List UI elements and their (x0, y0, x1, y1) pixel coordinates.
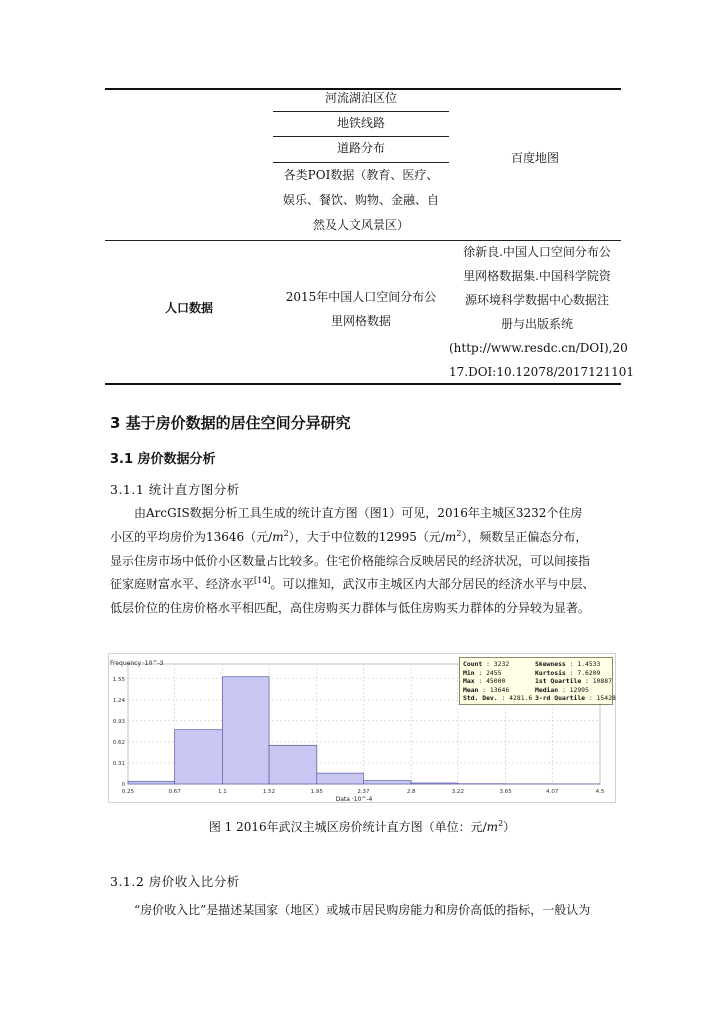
text-line: 由ArcGIS数据分析工具生成的统计直方图（图1）可见，2016年主城区3232个住房 (134, 506, 583, 520)
subsubsection-heading: 3.1.2 房价收入比分析 (110, 874, 240, 889)
x-tick-label: 0.67 (168, 789, 181, 795)
table-cell: 17.DOI:10.12078/2017121101 (449, 365, 634, 379)
histogram-bar (317, 773, 364, 784)
caption-text: ） (503, 820, 516, 834)
y-tick-label: 0.93 (112, 718, 125, 725)
stat-value: : 10887 (581, 677, 612, 686)
x-tick-label: 0.25 (121, 789, 135, 795)
stat-value: : 45000 (474, 677, 506, 686)
table-cell: 册与出版系统 (500, 317, 573, 331)
stat-value: : 1.4533 (565, 660, 601, 668)
stat-name: Median (535, 685, 559, 694)
stat-name: 1st Quartile (535, 677, 582, 686)
histogram-bar (175, 730, 223, 784)
section-heading: 3 基于房价数据的居住空间分异研究 (110, 414, 351, 432)
x-tick-label: 2.37 (357, 789, 370, 795)
body-paragraph (110, 899, 616, 923)
stat-value: : 3232 (482, 660, 510, 668)
x-tick-label: 3.65 (499, 789, 512, 795)
histogram-bar (269, 745, 317, 784)
table-cell-label: 人口数据 (164, 301, 213, 315)
table-cell: 徐新良.中国人口空间分布公 (463, 245, 611, 259)
subsubsection-heading: 3.1.1 统计直方图分析 (110, 482, 240, 497)
stat-entry (463, 686, 535, 695)
table-cell-source: 百度地图 (510, 151, 559, 165)
stat-name: Max (463, 677, 475, 686)
table-cell: 娱乐、餐饮、购物、金融、自 (282, 193, 439, 207)
y-tick-label: 0 (121, 782, 125, 788)
stat-entry (535, 694, 615, 703)
y-tick-label: 1.24 (112, 697, 125, 704)
stat-name: Mean (463, 685, 479, 694)
stat-value: : 4281.6 (497, 694, 533, 703)
unit-symbol: m (444, 529, 457, 544)
stat-name: Skewness (535, 660, 566, 668)
stat-value: : 12995 (558, 685, 589, 694)
unit-symbol: m (486, 820, 499, 834)
stat-name: Kurtosis (535, 668, 566, 677)
table-cell: 源环境科学数据中心数据注 (464, 293, 609, 307)
text-span: 小区的平均房价为13646（元/ (110, 529, 273, 544)
histogram-bar (363, 781, 411, 784)
x-tick-label: 4.5 (595, 789, 605, 795)
text-line: 低层价位的住房价格水平相匹配，高住房购买力群体与低住房购买力群体的分异较为显著。 (110, 601, 591, 616)
histogram-bar (222, 677, 269, 784)
table-cell: 河流湖泊区位 (324, 91, 397, 105)
histogram-bar (128, 781, 175, 784)
x-tick-label: 1.52 (262, 789, 276, 795)
statistics-box (459, 657, 616, 705)
x-tick-label: 4.07 (546, 789, 559, 795)
stat-value: : 15428 (585, 694, 616, 703)
unit-symbol: m (272, 529, 284, 544)
x-tick-label: 1.95 (310, 789, 323, 795)
body-paragraph (110, 502, 616, 621)
table-cell: 各类POI数据（教育、医疗、 (283, 168, 439, 182)
stat-entry (463, 669, 535, 678)
table-cell: 里网格数据集.中国科学院资 (463, 269, 611, 283)
citation-ref: [14] (254, 576, 271, 586)
stat-value: : 2455 (474, 668, 502, 677)
stat-entry (463, 660, 535, 669)
text-span: 征家庭财富水平、经济水平 (110, 577, 255, 592)
superscript: 2 (498, 819, 504, 828)
stat-name: Count (463, 660, 483, 668)
stat-entry (535, 677, 615, 686)
x-axis-label: Data ·10^-4 (335, 796, 373, 803)
stat-entry (535, 660, 615, 669)
y-tick-label: 0.62 (112, 739, 125, 746)
histogram-bar (411, 783, 458, 784)
table-cell: 里网格数据 (330, 314, 391, 328)
text-line: “房价收入比”是描述某国家（地区）或城市居民购房能力和房价高低的指标，一般认为 (134, 903, 591, 917)
superscript: 2 (283, 528, 289, 538)
stat-value: : 7.6209 (565, 668, 601, 677)
superscript: 2 (456, 528, 462, 538)
text-span: 。可以推知，武汉市主城区内大部分居民的经济水平与中层、 (270, 577, 595, 592)
stat-name: 3-rd Quartile (535, 694, 586, 703)
text-span: ），频数呈正偏态分布， (461, 529, 588, 544)
x-tick-label: 2.8 (406, 789, 416, 795)
y-tick-label: 0.31 (112, 760, 125, 767)
x-tick-label: 3.22 (451, 789, 464, 795)
stat-name: Min (463, 668, 475, 677)
stat-entry (463, 694, 535, 703)
y-tick-label: 1.55 (112, 676, 125, 683)
table-cell: 地铁线路 (336, 116, 385, 130)
stat-entry (535, 669, 615, 678)
table-cell: 道路分布 (336, 141, 385, 155)
subsection-heading: 3.1 房价数据分析 (110, 452, 216, 467)
data-source-table (105, 88, 634, 384)
text-span: ），大于中位数的12995（元/ (288, 529, 445, 544)
figure-caption (0, 818, 724, 835)
table-cell: 2015年中国人口空间分布公 (285, 290, 437, 304)
stat-entry (463, 677, 535, 686)
x-tick-label: 1.1 (218, 789, 227, 795)
stat-name: Std. Dev. (463, 694, 498, 703)
stat-value: : 13646 (478, 685, 510, 694)
table-cell: (http://www.resdc.cn/DOI),20 (449, 341, 628, 355)
table-cell: 然及人文风景区） (312, 218, 409, 232)
stat-entry (535, 686, 615, 695)
y-axis-label: Frequency ·10^-3 (110, 660, 164, 667)
text-line: 显示住房市场中低价小区数量占比较多。住宅价格能综合反映居民的经济状况，可以间接指 (110, 553, 591, 568)
caption-text: 图 1 2016年武汉主城区房价统计直方图（单位：元/ (208, 820, 487, 834)
